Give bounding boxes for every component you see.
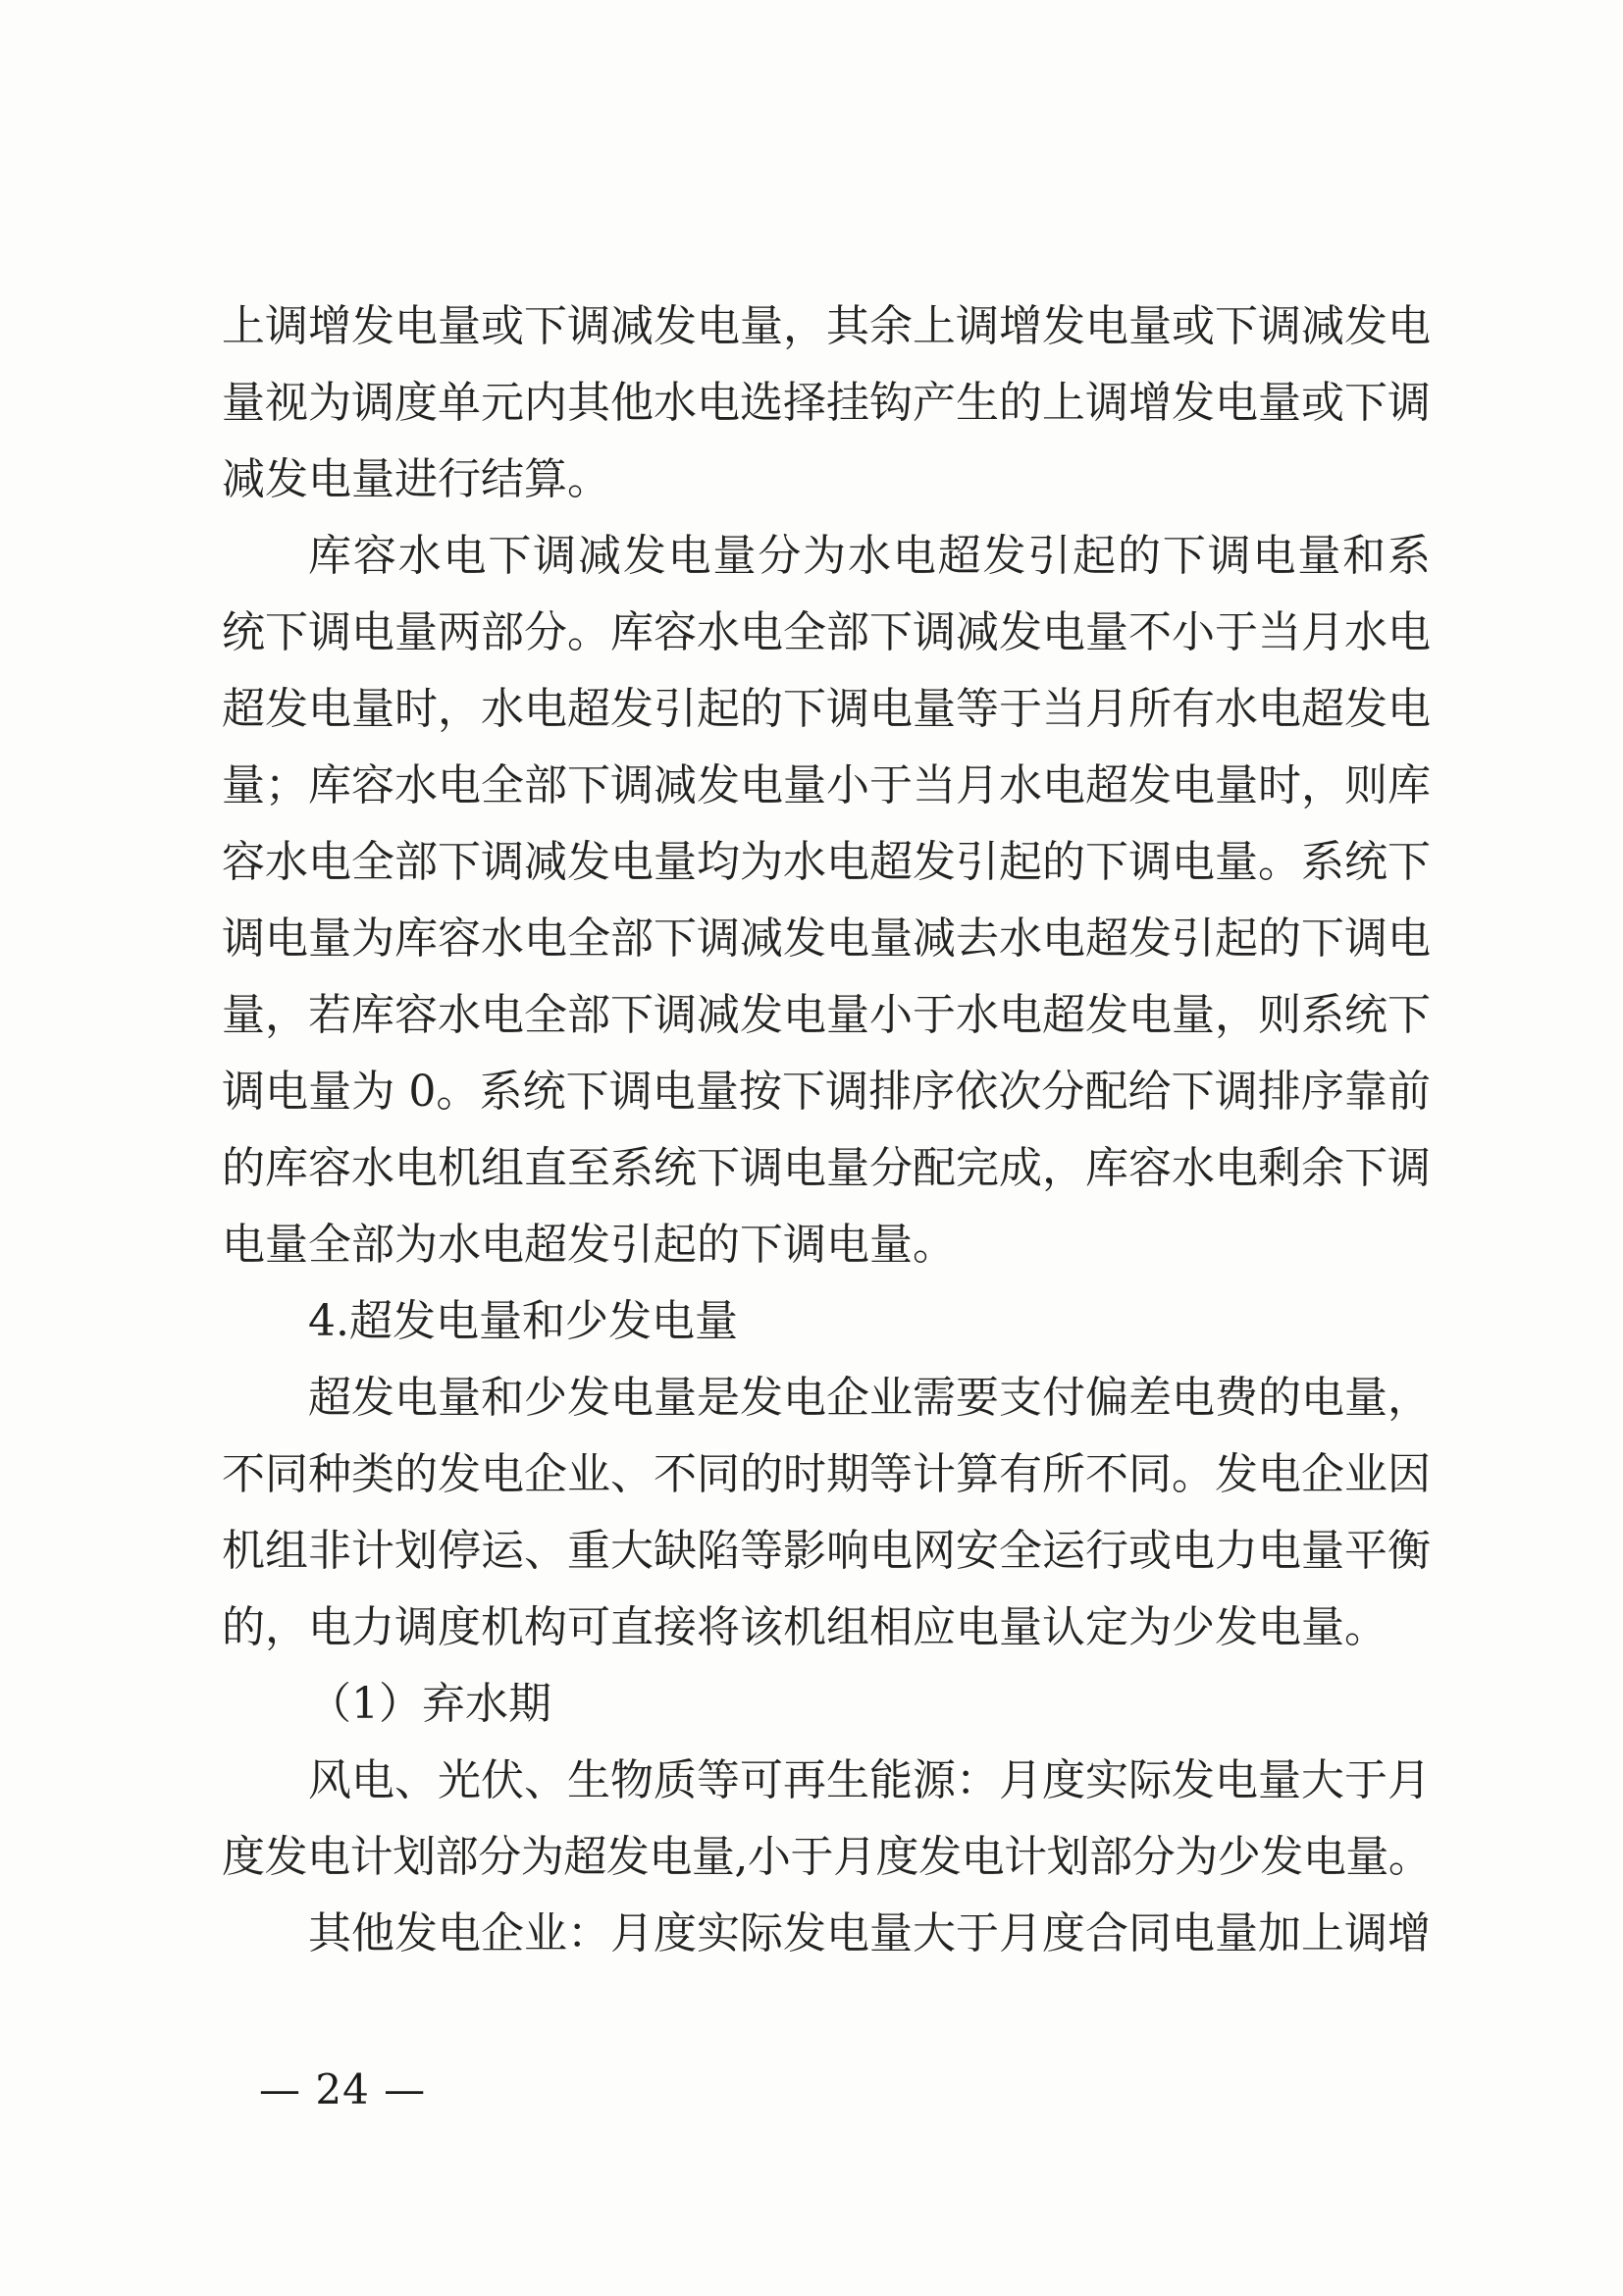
document-body	[222, 288, 1431, 1972]
document-line: 统下调电量两部分。库容水电全部下调减发电量不小于当月水电	[222, 607, 1431, 657]
document-line: 的库容水电机组直至系统下调电量分配完成，库容水电剩余下调	[222, 1143, 1431, 1193]
document-line: 风电、光伏、生物质等可再生能源：月度实际发电量大于月	[308, 1755, 1431, 1805]
document-line: 不同种类的发电企业、不同的时期等计算有所不同。发电企业因	[222, 1449, 1431, 1499]
document-line: 容水电全部下调减发电量均为水电超发引起的下调电量。系统下	[222, 837, 1431, 887]
document-line: 量视为调度单元内其他水电选择挂钩产生的上调增发电量或下调	[222, 378, 1431, 428]
document-line: 调电量为 0。系统下调电量按下调排序依次分配给下调排序靠前	[222, 1067, 1431, 1117]
document-line: 超发电量时，水电超发引起的下调电量等于当月所有水电超发电	[222, 684, 1431, 734]
document-line: 度发电计划部分为超发电量,小于月度发电计划部分为少发电量。	[222, 1832, 1431, 1882]
document-line: 调电量为库容水电全部下调减发电量减去水电超发引起的下调电	[222, 913, 1431, 964]
subsection-heading: （1）弃水期	[308, 1679, 551, 1729]
document-line: 的，电力调度机构可直接将该机组相应电量认定为少发电量。	[222, 1602, 1387, 1652]
document-line: 机组非计划停运、重大缺陷等影响电网安全运行或电力电量平衡	[222, 1526, 1431, 1576]
page-number: — 24 —	[259, 2065, 427, 2113]
document-line: 电量全部为水电超发引起的下调电量。	[222, 1220, 956, 1270]
section-heading: 4.超发电量和少发电量	[308, 1296, 738, 1346]
document-line: 量；库容水电全部下调减发电量小于当月水电超发电量时，则库	[222, 760, 1431, 810]
document-line: 超发电量和少发电量是发电企业需要支付偏差电费的电量，	[308, 1373, 1431, 1423]
document-line: 库容水电下调减发电量分为水电超发引起的下调电量和系	[308, 531, 1431, 581]
document-line: 减发电量进行结算。	[222, 454, 610, 504]
document-line: 上调增发电量或下调减发电量，其余上调增发电量或下调减发电	[222, 301, 1431, 351]
document-line: 量，若库容水电全部下调减发电量小于水电超发电量，则系统下	[222, 990, 1431, 1040]
document-line: 其他发电企业：月度实际发电量大于月度合同电量加上调增	[308, 1908, 1431, 1958]
